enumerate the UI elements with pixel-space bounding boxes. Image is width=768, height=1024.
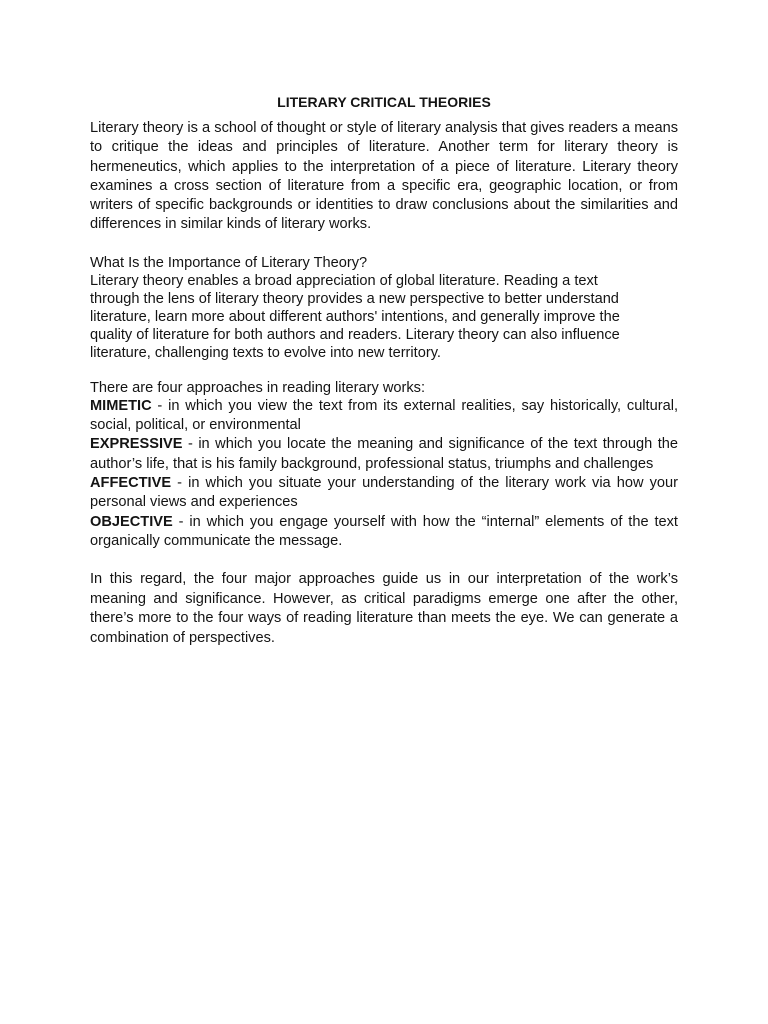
approach-term: EXPRESSIVE [90,436,183,453]
approach-mimetic [90,397,678,436]
approach-description: - in which you locate the meaning and significance of the text through the author’s life, that is his family background, professional status, triumphs and challenges [90,436,678,472]
intro-paragraph: Literary theory is a school of thought or style of literary analysis that gives readers a means to critique the ideas and principles of literature. Another term for literary theory is hermeneutics, which applies to the interpretation of a piece of literature. Literary theory examines a cross section of literature from a specific era, geographic location, or from writers of specific backgrounds or identities to draw conclusions about the similarities and differences in similar kinds of literary works. [90,120,678,233]
approach-term: OBJECTIVE [90,513,173,530]
paragraph-gap [90,551,678,570]
paragraph-gap [90,235,678,254]
approach-objective [90,513,678,552]
importance-line: through the lens of literary theory provides a new perspective to better understand [90,290,619,307]
approach-description: - in which you engage yourself with how the “internal” elements of the text organically communicate the message. [90,513,678,549]
approach-term: AFFECTIVE [90,474,172,491]
approach-description: - in which you situate your understanding of the literary work via how your personal views and experiences [90,474,678,511]
approaches-intro: There are four approaches in reading literary works: [90,379,426,396]
importance-section [90,254,678,362]
approach-description: - in which you view the text from its external realities, say historically, cultural, social, political, or environmental [90,397,678,434]
importance-line: literature, learn more about different authors' intentions, and generally improve the [90,308,620,325]
page-title: LITERARY CRITICAL THEORIES [277,94,491,110]
importance-line: Literary theory enables a broad appreciation of global literature. Reading a text [90,272,598,289]
approaches-section [90,379,678,551]
paragraph-gap [90,362,678,379]
conclusion-paragraph: In this regard, the four major approaches guide us in our interpretation of the work’s meaning and significance. However, as critical paradigms emerge one after the other, there’s more to the four ways of reading literature than meets the eye. We can generate a combination of perspectives. [90,571,678,646]
approach-expressive [90,435,678,474]
importance-line: quality of literature for both authors and readers. Literary theory can also influence [90,326,620,343]
approach-affective [90,474,678,513]
importance-heading: What Is the Importance of Literary Theory? [90,254,368,271]
document-page [90,93,678,649]
importance-line: literature, challenging texts to evolve into new territory. [90,344,441,361]
approach-term: MIMETIC [90,397,152,414]
